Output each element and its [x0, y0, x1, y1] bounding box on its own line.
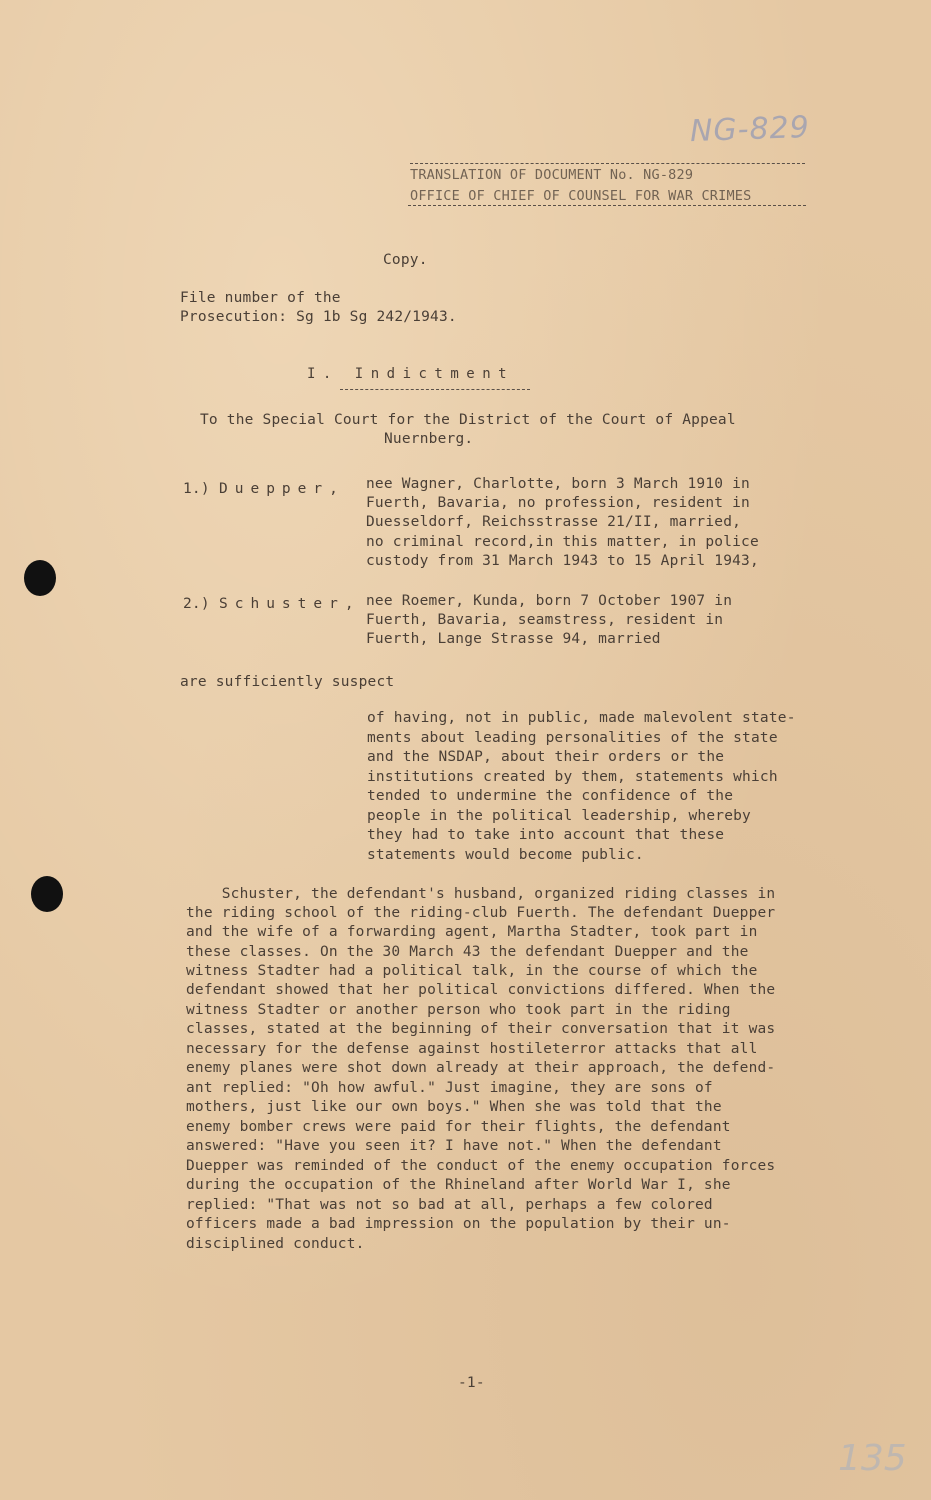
body-line: replied: "That was not so bad at all, perhaps a few colored	[186, 1197, 713, 1213]
addressee-line-1: To the Special Court for the District of the Court of Appeal	[200, 412, 736, 428]
charge-line: and the NSDAP, about their orders or the	[367, 749, 725, 765]
defendant-1-line: custody from 31 March 1943 to 15 April 1943,	[366, 553, 759, 569]
addressee-line-2: Nuernberg.	[384, 431, 474, 447]
body-line: necessary for the defense against hostileterror attacks that all	[186, 1041, 758, 1057]
body-line: these classes. On the 30 March 43 the defendant Duepper and the	[186, 944, 749, 960]
header-bottom-rule	[408, 205, 806, 206]
charge-line: ments about leading personalities of the state	[367, 730, 778, 746]
body-line: ant replied: "Oh how awful." Just imagine, they are sons of	[186, 1080, 713, 1096]
body-line: during the occupation of the Rhineland after World War I, she	[186, 1177, 731, 1193]
body-line: Duepper was reminded of the conduct of the enemy occupation forces	[186, 1158, 776, 1174]
body-line: Schuster, the defendant's husband, organized riding classes in	[186, 886, 776, 902]
charge-line: statements would become public.	[367, 847, 644, 863]
header-line-1: TRANSLATION OF DOCUMENT No. NG-829	[410, 167, 694, 183]
body-line: enemy bomber crews were paid for their flights, the defendant	[186, 1119, 731, 1135]
defendant-1-line: Duesseldorf, Reichsstrasse 21/II, married,	[366, 514, 742, 530]
body-line: witness Stadter had a political talk, in the course of which the	[186, 963, 758, 979]
defendant-1-line: nee Wagner, Charlotte, born 3 March 1910 in	[366, 476, 750, 492]
page-number: -1-	[458, 1375, 485, 1391]
body-line: the riding school of the riding-club Fuerth. The defendant Duepper	[186, 905, 776, 921]
punch-hole-top	[24, 560, 56, 596]
section-title: I. Indictment	[307, 366, 515, 382]
file-number-line-2: Prosecution: Sg 1b Sg 242/1943.	[180, 309, 457, 325]
charge-line: people in the political leadership, whereby	[367, 808, 751, 824]
defendant-2-name: Schuster,	[219, 596, 361, 612]
corner-page-number: 135	[838, 1438, 907, 1479]
section-title-underline	[340, 389, 530, 390]
body-line: disciplined conduct.	[186, 1236, 365, 1252]
defendant-1-label: 1.)	[183, 481, 210, 497]
body-line: answered: "Have you seen it? I have not." When the defendant	[186, 1138, 722, 1154]
copy-label: Copy.	[383, 252, 428, 268]
defendant-2-line: nee Roemer, Kunda, born 7 October 1907 in	[366, 593, 733, 609]
charge-line: tended to undermine the confidence of the	[367, 788, 734, 804]
defendant-1-name: Duepper,	[219, 481, 345, 497]
defendant-2-line: Fuerth, Lange Strasse 94, married	[366, 631, 661, 647]
body-line: defendant showed that her political convictions differed. When the	[186, 982, 776, 998]
charge-line: institutions created by them, statements which	[367, 769, 778, 785]
defendant-2-label: 2.)	[183, 596, 210, 612]
body-line: and the wife of a forwarding agent, Martha Stadter, took part in	[186, 924, 758, 940]
body-line: enemy planes were shot down already at their approach, the defend-	[186, 1060, 776, 1076]
body-line: classes, stated at the beginning of their conversation that it was	[186, 1021, 776, 1037]
body-line: mothers, just like our own boys." When she was told that the	[186, 1099, 722, 1115]
defendant-1-line: Fuerth, Bavaria, no profession, resident in	[366, 495, 750, 511]
charge-line: of having, not in public, made malevolent state-	[367, 710, 796, 726]
defendant-1-line: no criminal record,in this matter, in police	[366, 534, 759, 550]
header-top-rule	[410, 163, 805, 164]
suspect-line: are sufficiently suspect	[180, 674, 395, 690]
defendant-2-line: Fuerth, Bavaria, seamstress, resident in	[366, 612, 724, 628]
body-line: witness Stadter or another person who took part in the riding	[186, 1002, 731, 1018]
header-line-2: OFFICE OF CHIEF OF COUNSEL FOR WAR CRIMES	[410, 188, 752, 204]
body-line: officers made a bad impression on the population by their un-	[186, 1216, 731, 1232]
punch-hole-bottom	[31, 876, 63, 912]
file-number-line-1: File number of the	[180, 290, 341, 306]
charge-line: they had to take into account that these	[367, 827, 725, 843]
handwritten-document-number: NG-829	[689, 109, 811, 150]
